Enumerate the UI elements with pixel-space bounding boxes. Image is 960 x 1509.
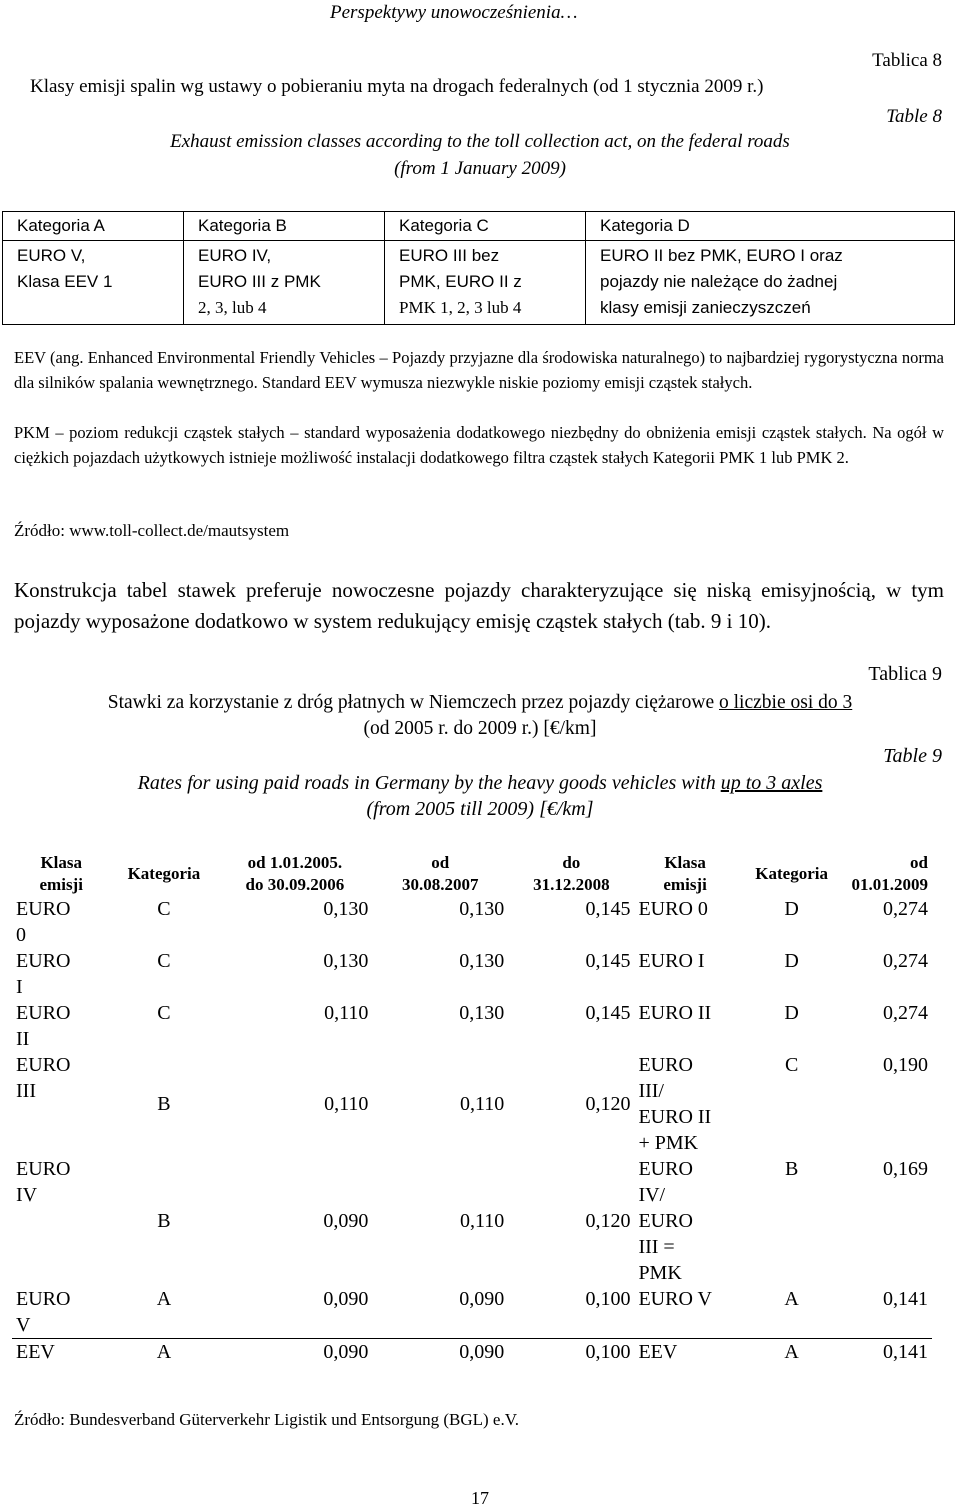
- table-row: [12, 1286, 932, 1339]
- table-cell: D: [784, 1002, 799, 1024]
- table-cell: 0,110: [459, 1210, 505, 1232]
- table-cell: [12, 1000, 110, 1052]
- table-cell: A: [784, 1288, 799, 1310]
- table-cell: [634, 1000, 735, 1052]
- cell-line: EURO: [16, 1054, 71, 1076]
- header-line: emisji: [39, 875, 83, 894]
- table-cell: D: [784, 950, 799, 972]
- cell-line: III/: [638, 1080, 664, 1102]
- table-cell: 0,110: [324, 1093, 369, 1115]
- header-cell: Kategoria: [127, 864, 201, 883]
- table-cell: 0,274: [883, 950, 928, 972]
- header-cell: [508, 852, 634, 896]
- header-line: 30.08.2007: [402, 875, 479, 894]
- cell-line: EURO: [638, 1210, 693, 1232]
- title-underlined: o liczbie osi do 3: [719, 692, 853, 713]
- cell-line: EURO 0: [638, 898, 708, 920]
- table9-title-en: [0, 770, 960, 822]
- cell-line: II: [16, 1028, 30, 1050]
- table-cell: B: [157, 1093, 171, 1115]
- cell-line: EURO III z PMK: [198, 272, 321, 291]
- cell-line: EURO: [16, 950, 71, 972]
- table-cell: 0,141: [883, 1288, 928, 1310]
- header-cell: [12, 852, 110, 896]
- cell-line: PMK, EURO II z: [399, 272, 522, 291]
- source-note-2: Źródło: Bundesverband Güterverkehr Ligistik und Entsorgung (BGL) e.V.: [14, 1410, 520, 1429]
- table-cell: [634, 1339, 735, 1366]
- table-cell: 0,120: [585, 1210, 631, 1232]
- source-note: Źródło: www.toll-collect.de/mautsystem: [14, 521, 290, 540]
- toll-rates-table: [12, 852, 932, 1365]
- table-cell: 0,190: [883, 1054, 928, 1076]
- table-cell: 0,274: [883, 1002, 928, 1024]
- header-line: Klasa: [664, 853, 706, 872]
- cell-line: EURO: [638, 1054, 693, 1076]
- header-line: do: [562, 853, 581, 872]
- header-cell: [372, 852, 508, 896]
- table-cell: C: [157, 898, 171, 920]
- table-header-row: [12, 852, 932, 896]
- cell-line: 0: [16, 924, 26, 946]
- table-cell: 0,090: [323, 1288, 369, 1310]
- header-cell: Kategoria B: [184, 212, 385, 241]
- cell-line: EURO II: [638, 1002, 712, 1024]
- cell-line: EURO V: [638, 1288, 712, 1310]
- cell-line: EURO II bez PMK, EURO I oraz: [600, 246, 843, 265]
- title-line2: (from 2005 till 2009) [€/km]: [366, 798, 594, 820]
- title-line2: (od 2005 r. do 2009 r.) [€/km]: [363, 718, 597, 739]
- header-cell: Kategoria A: [3, 212, 184, 241]
- cell-line: EEV: [16, 1341, 55, 1363]
- table-cell: 0,145: [585, 950, 631, 972]
- table-cell: 0,090: [372, 1339, 508, 1366]
- cell-line: V: [16, 1314, 31, 1336]
- header-line: 01.01.2009: [851, 875, 928, 894]
- table-cell: 0,274: [883, 898, 928, 920]
- table-cell: [634, 1156, 735, 1286]
- table-cell: [12, 1339, 110, 1366]
- table-cell: 0,141: [848, 1339, 933, 1366]
- table-cell: 0,145: [585, 898, 631, 920]
- table-cell: 0,145: [585, 1002, 631, 1024]
- category-a-cell: [3, 241, 184, 325]
- table-row: [12, 1052, 932, 1156]
- header-line: od: [910, 853, 928, 872]
- cell-line: 2, 3, lub 4: [198, 298, 267, 317]
- table-cell: 0,110: [459, 1093, 505, 1115]
- cell-line: EURO: [16, 1002, 71, 1024]
- table-row: [12, 896, 932, 948]
- cell-line: EURO II: [638, 1106, 712, 1128]
- table-cell: [12, 948, 110, 1000]
- header-cell: [848, 852, 933, 896]
- cell-line: EURO: [16, 898, 71, 920]
- note-eev: EEV (ang. Enhanced Environmental Friendly Vehicles – Pojazdy przyjazne dla środowiska naturalnego) to najbardziej rygorystyczna norma dla silników spalania wewnętrznego. Standard EEV wymusza niezwykle niskie poziomy emisji cząstek stałych.: [14, 348, 944, 392]
- table9-title-pl: [0, 690, 960, 742]
- table-cell: C: [157, 950, 171, 972]
- title-underlined: up to 3 axles: [720, 772, 823, 794]
- table-cell: 0,090: [217, 1339, 372, 1366]
- cell-line: EURO III bez: [399, 246, 500, 265]
- table-cell: [12, 896, 110, 948]
- header-cell: [217, 852, 372, 896]
- running-header: Perspektywy unowocześnienia…: [330, 2, 578, 23]
- cell-line: klasy emisji zanieczyszczeń: [600, 298, 811, 317]
- table9-number-en: Table 9: [883, 745, 942, 767]
- table-cell: D: [784, 898, 799, 920]
- table-cell: A: [156, 1288, 172, 1310]
- table-cell: B: [157, 1210, 171, 1232]
- table-row: [12, 1339, 932, 1366]
- table-cell: [12, 1052, 110, 1156]
- cell-line: EURO V,: [17, 246, 86, 265]
- table9-number-pl: Tablica 9: [868, 663, 942, 685]
- header-line: 31.12.2008: [533, 875, 610, 894]
- category-c-cell: [385, 241, 586, 325]
- header-cell: Kategoria: [755, 864, 828, 883]
- table-cell: A: [110, 1339, 217, 1366]
- page-number: 17: [471, 1488, 489, 1508]
- cell-line: pojazdy nie należące do żadnej: [600, 272, 838, 291]
- table8-number-pl: Tablica 8: [872, 50, 942, 71]
- table-cell: [12, 1156, 110, 1286]
- table-cell: [634, 1286, 735, 1339]
- table-row: [12, 1000, 932, 1052]
- table-row: [12, 948, 932, 1000]
- header-cell: [634, 852, 735, 896]
- title-part: Rates for using paid roads in Germany by the heavy goods vehicles with: [137, 772, 721, 794]
- table-cell: A: [736, 1339, 848, 1366]
- table-cell: 0,100: [508, 1339, 634, 1366]
- cell-line: + PMK: [638, 1132, 699, 1154]
- cell-line: IV/: [638, 1184, 666, 1206]
- cell-line: EURO I: [638, 950, 705, 972]
- cell-line: Klasa EEV 1: [17, 272, 113, 291]
- cell-line: EURO: [16, 1288, 71, 1310]
- table-cell: [12, 1286, 110, 1339]
- header-cell: Kategoria D: [586, 212, 955, 241]
- table-cell: 0,130: [323, 950, 369, 972]
- table-cell: 0,090: [323, 1210, 369, 1232]
- table-cell: 0,130: [459, 898, 505, 920]
- table-cell: C: [784, 1054, 799, 1076]
- table-cell: B: [784, 1158, 799, 1180]
- header-line: od: [431, 853, 450, 872]
- table8-number-en: Table 8: [886, 106, 942, 127]
- header-line: do 30.09.2006: [245, 875, 345, 894]
- header-line: emisji: [663, 875, 707, 894]
- table8-title-pl: Klasy emisji spalin wg ustawy o pobieraniu myta na drogach federalnych (od 1 stycznia 2009 r.): [30, 76, 764, 97]
- header-cell: Kategoria C: [385, 212, 586, 241]
- cell-line: EURO: [638, 1158, 693, 1180]
- table-row: [12, 1156, 932, 1286]
- header-line: od 1.01.2005.: [247, 853, 343, 872]
- title-part: Stawki za korzystanie z dróg płatnych w Niemczech przez pojazdy ciężarowe: [107, 692, 720, 713]
- cell-line: EURO IV,: [198, 246, 272, 265]
- table8-title-en-line2: (from 1 January 2009): [394, 158, 566, 179]
- cell-line: PMK 1, 2, 3 lub 4: [399, 298, 522, 317]
- table-cell: 0,130: [323, 898, 369, 920]
- table-cell: 0,130: [459, 950, 505, 972]
- cell-line: EURO: [16, 1158, 71, 1180]
- table-row: [3, 241, 955, 325]
- cell-line: III =: [638, 1236, 675, 1258]
- table-cell: 0,120: [585, 1093, 631, 1115]
- cell-line: PMK: [638, 1262, 682, 1284]
- cell-line: IV: [16, 1184, 38, 1206]
- table8-title-en: Exhaust emission classes according to the toll collection act, on the federal roads: [170, 131, 790, 152]
- table-cell: 0,090: [459, 1288, 505, 1310]
- cell-line: I: [16, 976, 23, 998]
- table-cell: C: [157, 1002, 171, 1024]
- table-cell: [634, 948, 735, 1000]
- table-cell: [634, 1052, 735, 1156]
- table-cell: 0,169: [883, 1158, 928, 1180]
- emission-classes-table: [2, 211, 955, 325]
- table-cell: 0,100: [585, 1288, 631, 1310]
- table-cell: 0,110: [324, 1002, 369, 1024]
- body-paragraph: Konstrukcja tabel stawek preferuje nowoczesne pojazdy charakteryzujące się niską emisyjnością, w tym pojazdy wyposażone dodatkowo w system redukujący emisję cząstek stałych (tab. 9 i 10).: [14, 578, 944, 633]
- table-cell: [634, 896, 735, 948]
- cell-line: EEV: [638, 1341, 678, 1363]
- cell-line: III: [16, 1080, 36, 1102]
- table-cell: 0,130: [459, 1002, 505, 1024]
- category-b-cell: [184, 241, 385, 325]
- note-pkm: PKM – poziom redukcji cząstek stałych – standard wyposażenia dodatkowego niezbędny do obniżenia emisji cząstek stałych. Na ogół w ciężkich pojazdach użytkowych istnieje możliwość instalacji dodatkowego filtra cząstek stałych Kategorii PMK 1 lub PMK 2.: [14, 423, 944, 467]
- table-header-row: [3, 212, 955, 241]
- category-d-cell: [586, 241, 955, 325]
- header-line: Klasa: [40, 853, 83, 872]
